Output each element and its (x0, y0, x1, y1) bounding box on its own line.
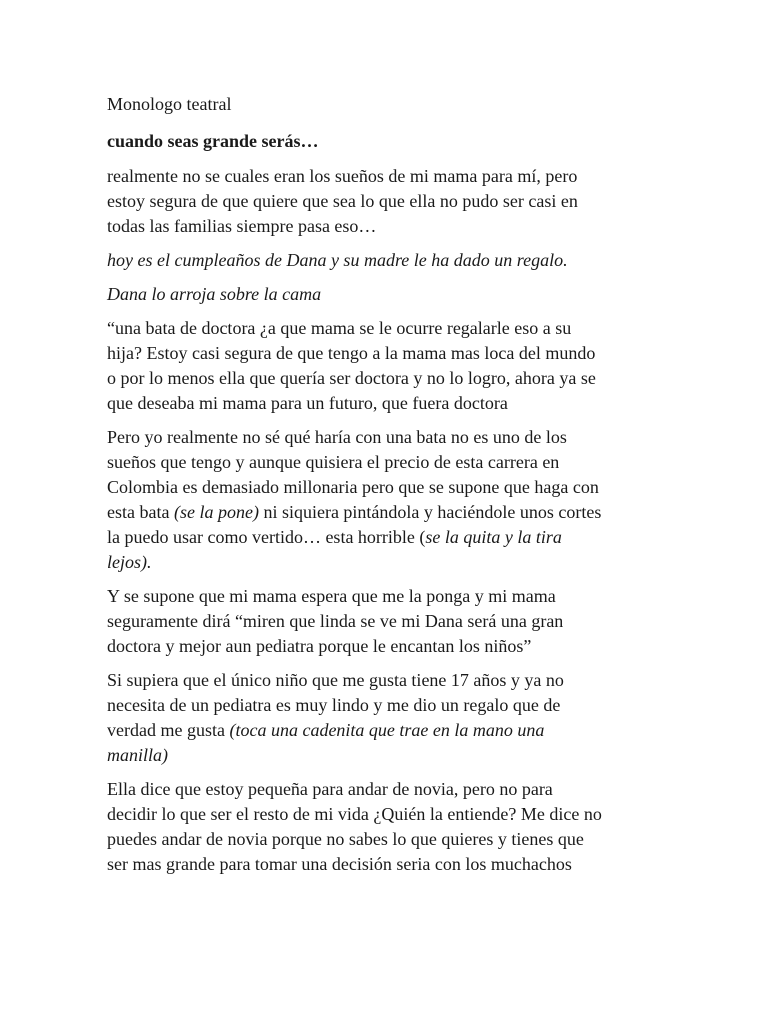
text-run: la puedo usar como vertido… esta horrible ( (107, 527, 426, 547)
text-line: decidir lo que ser el resto de mi vida ¿Quién la entiende? Me dice no (107, 804, 602, 824)
paragraph-6 (107, 777, 647, 877)
paragraph-2 (107, 316, 647, 416)
text-line: lejos). (107, 552, 152, 572)
inline-stage-direction: (toca una cadenita que trae en la mano una (229, 720, 545, 740)
paragraph-5 (107, 668, 647, 768)
text-line: ser mas grande para tomar una decisión seria con los muchachos (107, 854, 572, 874)
paragraph-4 (107, 584, 647, 659)
inline-stage-direction: se la quita y la tira (425, 527, 562, 547)
text-line: “una bata de doctora ¿a que mama se le ocurre regalarle eso a su (107, 318, 572, 338)
text-line: Pero yo realmente no sé qué haría con una bata no es uno de los (107, 427, 567, 447)
document-title: Monologo teatral (107, 94, 232, 114)
text-line: Colombia es demasiado millonaria pero que se supone que haga con (107, 477, 599, 497)
paragraph-3 (107, 425, 647, 575)
text-line: estoy segura de que quiere que sea lo que ella no pudo ser casi en (107, 191, 578, 211)
stage-direction-2 (107, 282, 647, 307)
text-line: sueños que tengo y aunque quisiera el precio de esta carrera en (107, 452, 560, 472)
text-line: hija? Estoy casi segura de que tengo a la mama mas loca del mundo (107, 343, 596, 363)
text-line: manilla) (107, 745, 168, 765)
text-line: puedes andar de novia porque no sabes lo que quieres y tienes que (107, 829, 584, 849)
text-line: necesita de un pediatra es muy lindo y me dio un regalo que de (107, 695, 561, 715)
text-line: Dana lo arroja sobre la cama (107, 284, 322, 304)
text-line: doctora y mejor aun pediatra porque le encantan los niños” (107, 636, 532, 656)
text-line: Y se supone que mi mama espera que me la ponga y mi mama (107, 586, 556, 606)
inline-stage-direction: (se la pone) (173, 502, 259, 522)
paragraph-1 (107, 164, 647, 239)
text-line (107, 525, 647, 550)
stage-direction-1 (107, 248, 647, 273)
text-run: verdad me gusta (107, 720, 230, 740)
text-run: ni siquiera pintándola y haciéndole unos cortes (258, 502, 602, 522)
text-line (107, 500, 647, 525)
text-line: Ella dice que estoy pequeña para andar de novia, pero no para (107, 779, 553, 799)
document-subtitle: cuando seas grande serás… (107, 131, 319, 151)
text-line: todas las familias siempre pasa eso… (107, 216, 377, 236)
text-line: Si supiera que el único niño que me gusta tiene 17 años y ya no (107, 670, 564, 690)
document-page (107, 92, 647, 886)
text-line: hoy es el cumpleaños de Dana y su madre le ha dado un regalo. (107, 250, 568, 270)
text-line: o por lo menos ella que quería ser doctora y no lo logro, ahora ya se (107, 368, 596, 388)
text-line: realmente no se cuales eran los sueños de mi mama para mí, pero (107, 166, 578, 186)
text-line (107, 718, 647, 743)
text-line: seguramente dirá “miren que linda se ve mi Dana será una gran (107, 611, 564, 631)
text-line: que deseaba mi mama para un futuro, que fuera doctora (107, 393, 508, 413)
text-run: esta bata (107, 502, 174, 522)
